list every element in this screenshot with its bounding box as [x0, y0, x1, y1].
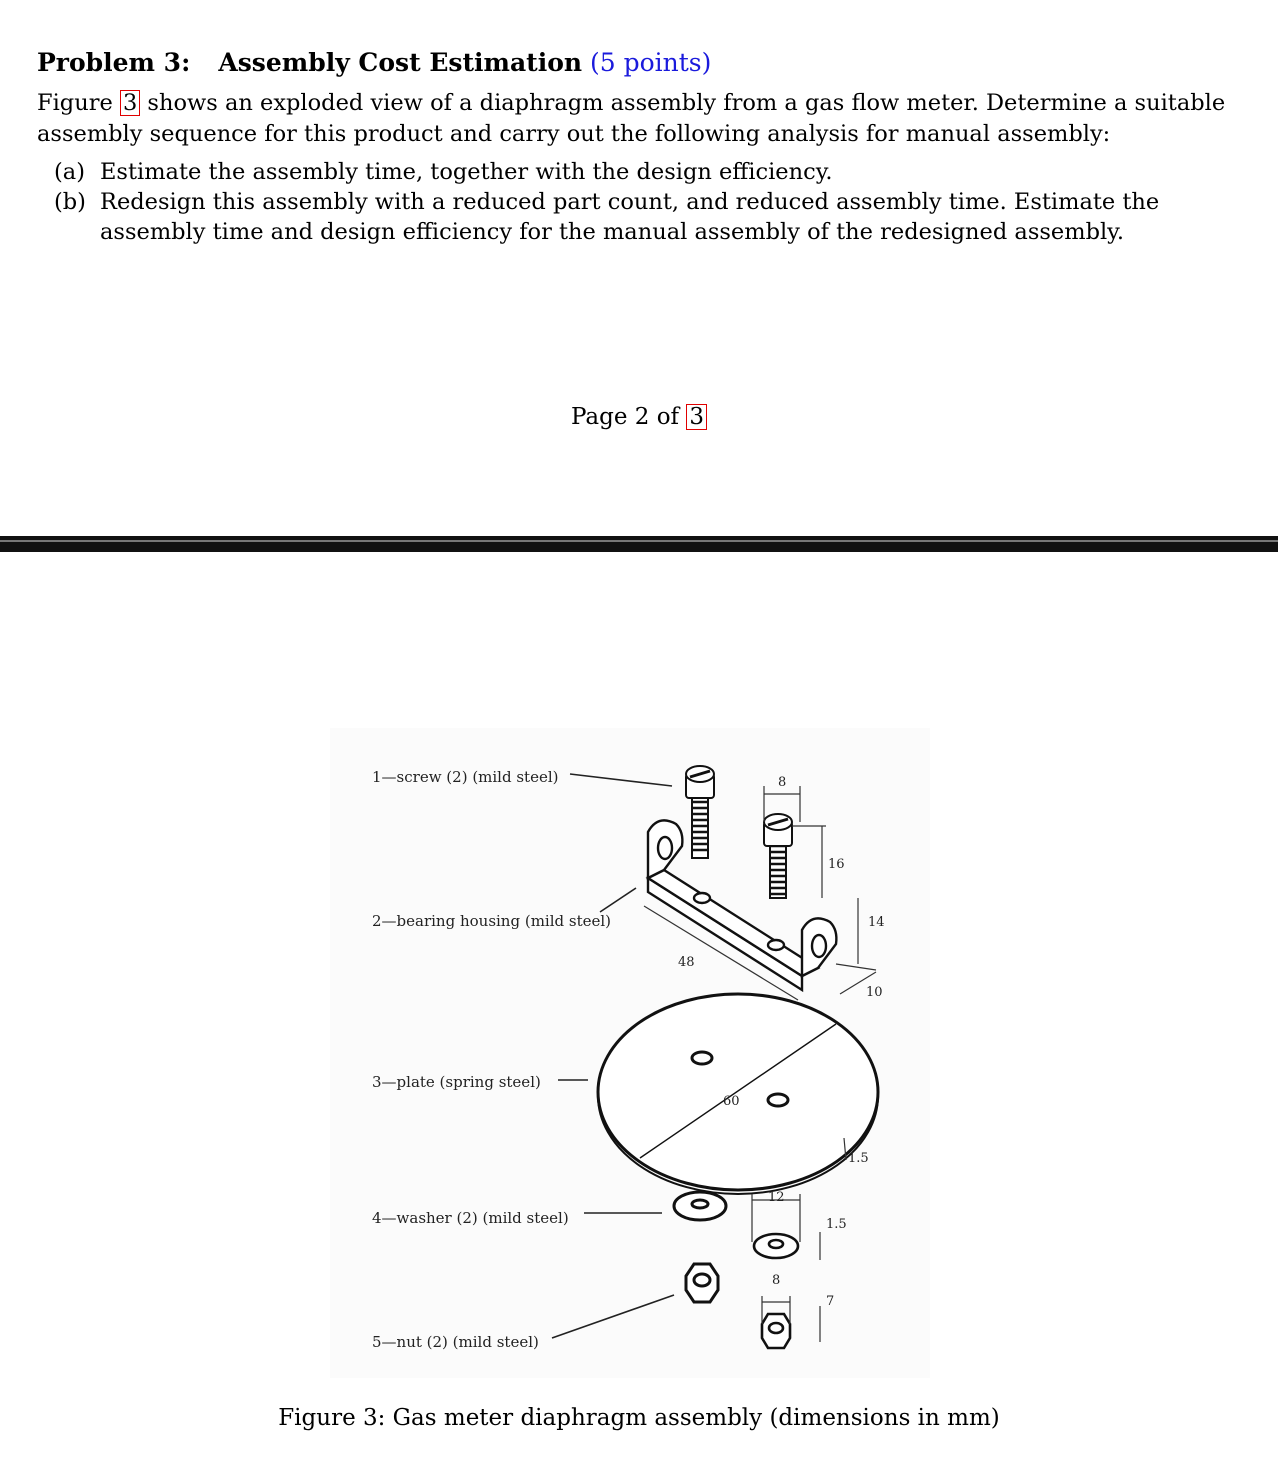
label-bearing-housing: 2—bearing housing (mild steel)	[372, 912, 612, 930]
task-item-a	[54, 157, 1226, 187]
dim-screw-dia: 8	[778, 775, 787, 790]
page-footer	[0, 404, 1278, 430]
page-number-text: Page 2 of	[570, 404, 680, 430]
statement-line-1: shows an exploded view of a diaphragm assembly from a gas flow meter. Determine a suitable	[147, 90, 1226, 116]
total-pages-link[interactable]: 3	[686, 404, 707, 430]
dim-washer-dia: 12	[768, 1190, 785, 1205]
task-text: Redesign this assembly with a reduced part count, and reduced assembly time. Estimate the assembly time and design efficiency for the manual assembly of the redesigned assembly.	[100, 189, 1160, 245]
dim-washer-thick: 1.5	[826, 1217, 847, 1232]
label-nut: 5—nut (2) (mild steel)	[372, 1333, 539, 1351]
problem-heading	[37, 48, 711, 77]
washer-detail	[754, 1234, 798, 1258]
dim-nut-size: 8	[772, 1273, 781, 1288]
statement-line-2: assembly sequence for this product and carry out the following analysis for manual assembly:	[37, 121, 1111, 147]
exploded-view-figure	[330, 728, 930, 1378]
washer	[674, 1192, 726, 1220]
label-screw: 1—screw (2) (mild steel)	[372, 768, 559, 786]
dim-housing-length: 48	[678, 955, 695, 970]
nut-detail	[762, 1314, 790, 1348]
problem-statement	[37, 88, 1226, 150]
page-2	[0, 0, 1278, 536]
page-separator	[0, 536, 1278, 552]
figure-caption: Figure 3: Gas meter diaphragm assembly (dimensions in mm)	[278, 1405, 1000, 1431]
nut	[686, 1264, 718, 1302]
dim-screw-len: 16	[828, 857, 845, 872]
dim-nut-thick: 7	[826, 1294, 835, 1309]
task-item-b	[54, 187, 1226, 247]
problem-number: Problem 3:	[37, 48, 191, 77]
task-marker: (a)	[54, 159, 85, 185]
problem-points: (5 points)	[590, 48, 712, 77]
figure-word: Figure	[37, 90, 113, 116]
label-washer: 4—washer (2) (mild steel)	[372, 1209, 569, 1227]
dim-plate-thick: 1.5	[848, 1151, 869, 1166]
dim-plate-dia: 60	[723, 1094, 740, 1109]
dim-housing-width: 10	[866, 985, 883, 1000]
task-text: Estimate the assembly time, together with the design efficiency.	[100, 159, 833, 185]
task-list	[54, 157, 1226, 247]
figure-ref-link[interactable]: 3	[120, 90, 140, 116]
problem-title: Assembly Cost Estimation	[218, 48, 583, 77]
task-marker: (b)	[54, 189, 86, 215]
label-plate: 3—plate (spring steel)	[372, 1073, 541, 1091]
dim-housing-height: 14	[868, 915, 885, 930]
